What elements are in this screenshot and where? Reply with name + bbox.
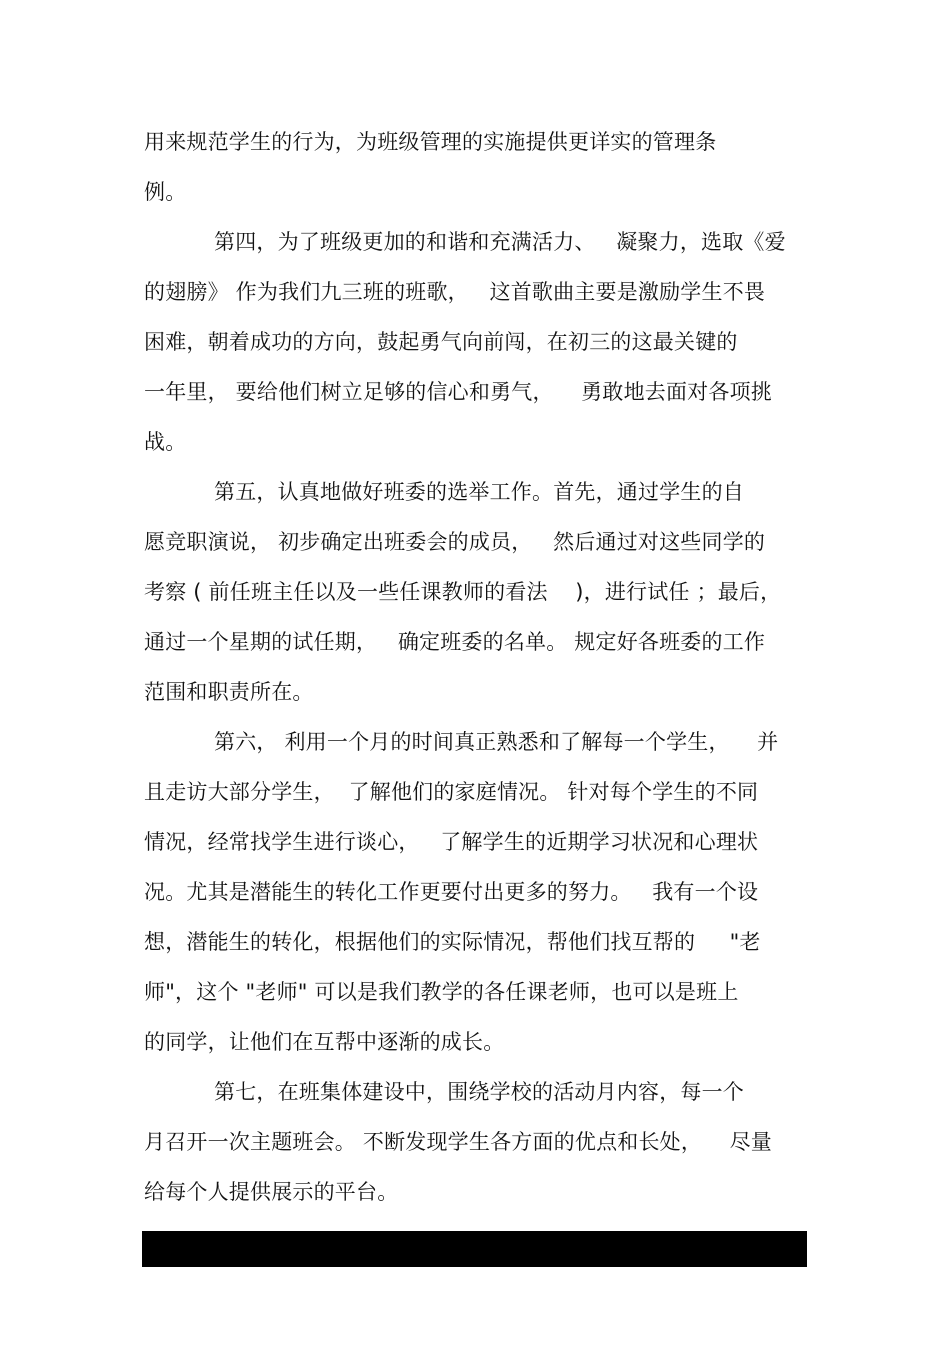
text-line: 的翅膀》 作为我们九三班的班歌， 这首歌曲主要是激励学生不畏 [144,280,766,304]
text-line: 想，潜能生的转化，根据他们的实际情况，帮他们找互帮的 "老 [144,930,761,954]
text-line: 且走访大部分学生， 了解他们的家庭情况。 针对每个学生的不同 [144,780,759,804]
paragraph-4-start: 第四，为了班级更加的和谐和充满活力、 凝聚力，选取《爱 [214,230,786,254]
footer-bar [142,1231,807,1267]
paragraph-5-start: 第五，认真地做好班委的选举工作。首先，通过学生的自 [214,480,744,504]
text-line: 困难，朝着成功的方向，鼓起勇气向前闯，在初三的这最关键的 [144,330,738,354]
text-line: 用来规范学生的行为，为班级管理的实施提供更详实的管理条 [144,130,717,154]
text-line: 况。尤其是潜能生的转化工作更要付出更多的努力。 我有一个设 [144,880,759,904]
text-line: 的同学，让他们在互帮中逐渐的成长。 [144,1030,505,1054]
text-line: 例。 [144,180,187,204]
text-line: 范围和职责所在。 [144,680,314,704]
text-line: 愿竞职演说， 初步确定出班委会的成员， 然后通过对这些同学的 [144,530,766,554]
text-line: 战。 [144,430,187,454]
paragraph-6-start: 第六， 利用一个月的时间真正熟悉和了解每一个学生， 并 [214,730,779,754]
text-line: 情况，经常找学生进行谈心， 了解学生的近期学习状况和心理状 [144,830,759,854]
text-line: 一年里， 要给他们树立足够的信心和勇气， 勇敢地去面对各项挑 [144,380,772,404]
paragraph-7-start: 第七，在班集体建设中，围绕学校的活动月内容，每一个 [214,1080,744,1104]
text-line: 考察 ( 前任班主任以及一些任课教师的看法 )，进行试任 ；最后， [144,580,782,604]
text-line: 师"，这个 "老师" 可以是我们教学的各任课老师，也可以是班上 [144,980,739,1004]
text-line: 通过一个星期的试任期， 确定班委的名单。 规定好各班委的工作 [144,630,766,654]
text-line: 月召开一次主题班会。 不断发现学生各方面的优点和长处， 尽量 [144,1130,772,1154]
text-line: 给每个人提供展示的平台。 [144,1180,399,1204]
